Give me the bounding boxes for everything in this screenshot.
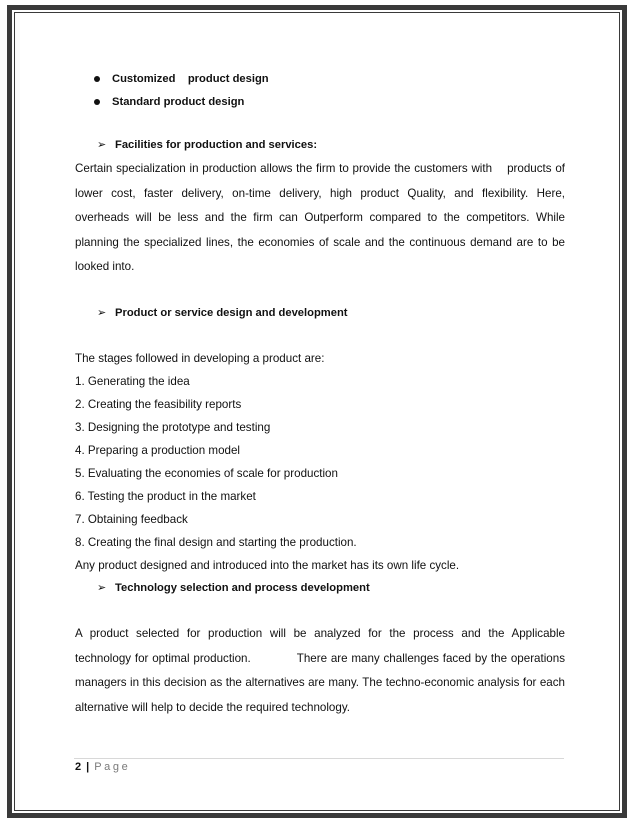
list-item: 5. Evaluating the economies of scale for production bbox=[75, 466, 338, 480]
list-item: 1. Generating the idea bbox=[75, 374, 190, 388]
closing-sentence: Any product designed and introduced into the market has its own life cycle. bbox=[75, 558, 460, 572]
bullet-dot-icon bbox=[94, 99, 100, 105]
page-footer bbox=[75, 761, 130, 773]
arrow-bullet-icon: ➢ bbox=[97, 139, 107, 151]
page-label: Page bbox=[94, 761, 131, 773]
footer-separator: | bbox=[86, 761, 90, 773]
paragraph-technology: A product selected for production will be analyzed for the process and the Applicable technology for optimal production. There are many challenges faced by the operations managers in this decision as the alternatives are many. The techno-economic analysis for each alternative will help to decide the required technology. bbox=[75, 626, 565, 714]
list-item: 2. Creating the feasibility reports bbox=[75, 397, 242, 411]
list-item: Customized product design bbox=[75, 68, 565, 91]
list-item: 7. Obtaining feedback bbox=[75, 512, 188, 526]
bullet-list bbox=[75, 68, 565, 114]
list-item: 3. Designing the prototype and testing bbox=[75, 420, 271, 434]
page-number: 2 bbox=[75, 761, 82, 773]
footer-divider bbox=[74, 758, 564, 759]
bullet-dot-icon bbox=[94, 76, 100, 82]
list-item: 6. Testing the product in the market bbox=[75, 489, 256, 503]
section-heading-product-design: ➢ Product or service design and development bbox=[75, 302, 565, 325]
paragraph-facilities: Certain specialization in production allows the firm to provide the customers with products of lower cost, faster delivery, on-time delivery, high product Quality, and flexibility. Here, overheads will be less and the firm can Outperform compared to the competitors. While planning the specialized lines, the economies of scale and the continuous demand are to be looked into. bbox=[75, 162, 569, 274]
list-item: 8. Creating the final design and starting the production. bbox=[75, 535, 357, 549]
list-item: 4. Preparing a production model bbox=[75, 443, 240, 457]
list-item: Standard product design bbox=[75, 91, 565, 114]
section-heading-technology: ➢ Technology selection and process development bbox=[75, 577, 565, 600]
stages-intro: The stages followed in developing a product are: bbox=[75, 351, 325, 365]
section-heading-facilities: ➢ Facilities for production and services: bbox=[75, 134, 565, 157]
arrow-bullet-icon: ➢ bbox=[97, 581, 107, 594]
page-content bbox=[75, 68, 569, 720]
arrow-bullet-icon: ➢ bbox=[97, 306, 107, 319]
